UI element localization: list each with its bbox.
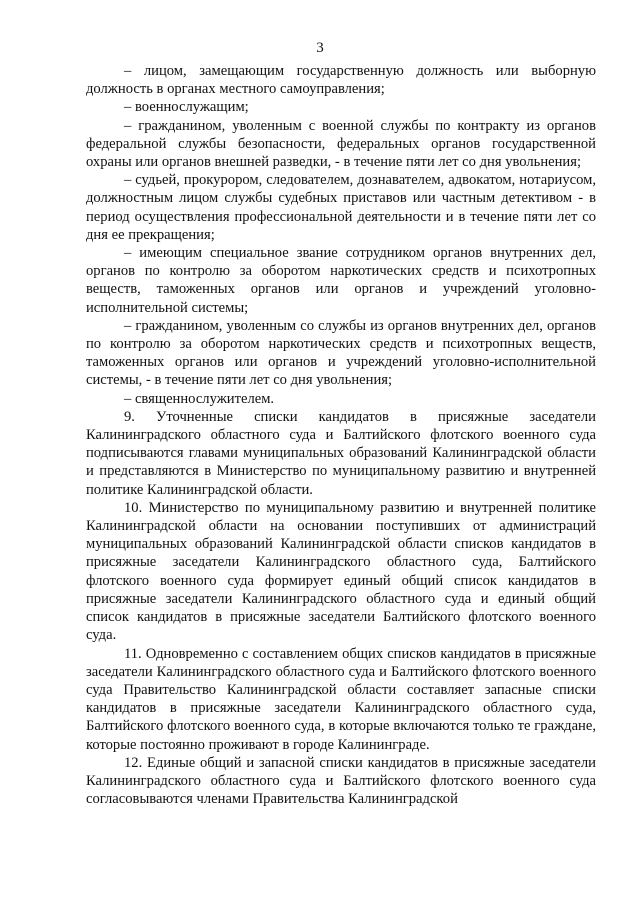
list-item-discharged-internal-affairs: – гражданином, уволенным со службы из органов внутренних дел, органов по контролю за оборотом наркотических средств и психотропных веществ, таможенных органов или органов и учреждений уголовно-исполнительной системы, - в течение пяти лет со дня увольнения; [86, 317, 596, 389]
paragraph-10: 10. Министерство по муниципальному развитию и внутренней политике Калининградской области на основании поступивших от администраций муниципальных образований Калининградской области списков кандидатов в присяжные заседатели Калининградского областного суда, Балтийского флотского военного суда формирует единый общий список кандидатов в присяжные заседатели Калининградского областного суда и единый общий список кандидатов в присяжные заседатели Балтийского флотского военного суда. [86, 499, 596, 644]
list-item-clergy: – священнослужителем. [124, 390, 275, 407]
list-item-legal-professional: – судьей, прокурором, следователем, дознавателем, адвокатом, нотариусом, должностным лицом службы судебных приставов или частным детективом - в период осуществления профессиональной деятельности и в течение пяти лет со дня ее прекращения; [86, 172, 596, 243]
list-item-discharged-security: – гражданином, уволенным с военной службы по контракту из органов федеральной службы безопасности, федеральных органов государственной охраны или органов внешней разведки, - в течение пяти лет со дня увольнения; [86, 117, 596, 171]
list-item-internal-affairs-officer: – имеющим специальное звание сотрудником органов внутренних дел, органов по контролю за оборотом наркотических средств и психотропных веществ, таможенных органов или органов и учреждений уголовно-исполнительной системы; [86, 245, 596, 316]
page-number: 3 [316, 40, 324, 56]
paragraph-9: 9. Уточненные списки кандидатов в присяжные заседатели Калининградского областного суда и Балтийского флотского военного суда подписываются главами муниципальных образований Калининградской области и представляются в Министерство по муниципальному развитию и внутренней политике Калининградской области. [86, 408, 596, 498]
paragraph-11: 11. Одновременно с составлением общих списков кандидатов в присяжные заседатели Калининградского областного суда и Балтийского флотского военного суда Правительство Калининградской области составляет запасные списки кандидатов в присяжные заседатели Калининградского областного суда, Балтийского флотского военного суда, в которые включаются только те граждане, которые постоянно проживают в городе Калининграде. [86, 645, 596, 753]
list-item-military: – военнослужащим; [124, 99, 249, 116]
document-body [86, 62, 596, 808]
paragraph-12: 12. Единые общий и запасной списки кандидатов в присяжные заседатели Калининградского областного суда и Балтийского флотского военного суда согласовываются членами Правительства Калининградской [86, 754, 596, 808]
list-item-official: – лицом, замещающим государственную должность или выборную должность в органах местного самоуправления; [86, 63, 596, 98]
